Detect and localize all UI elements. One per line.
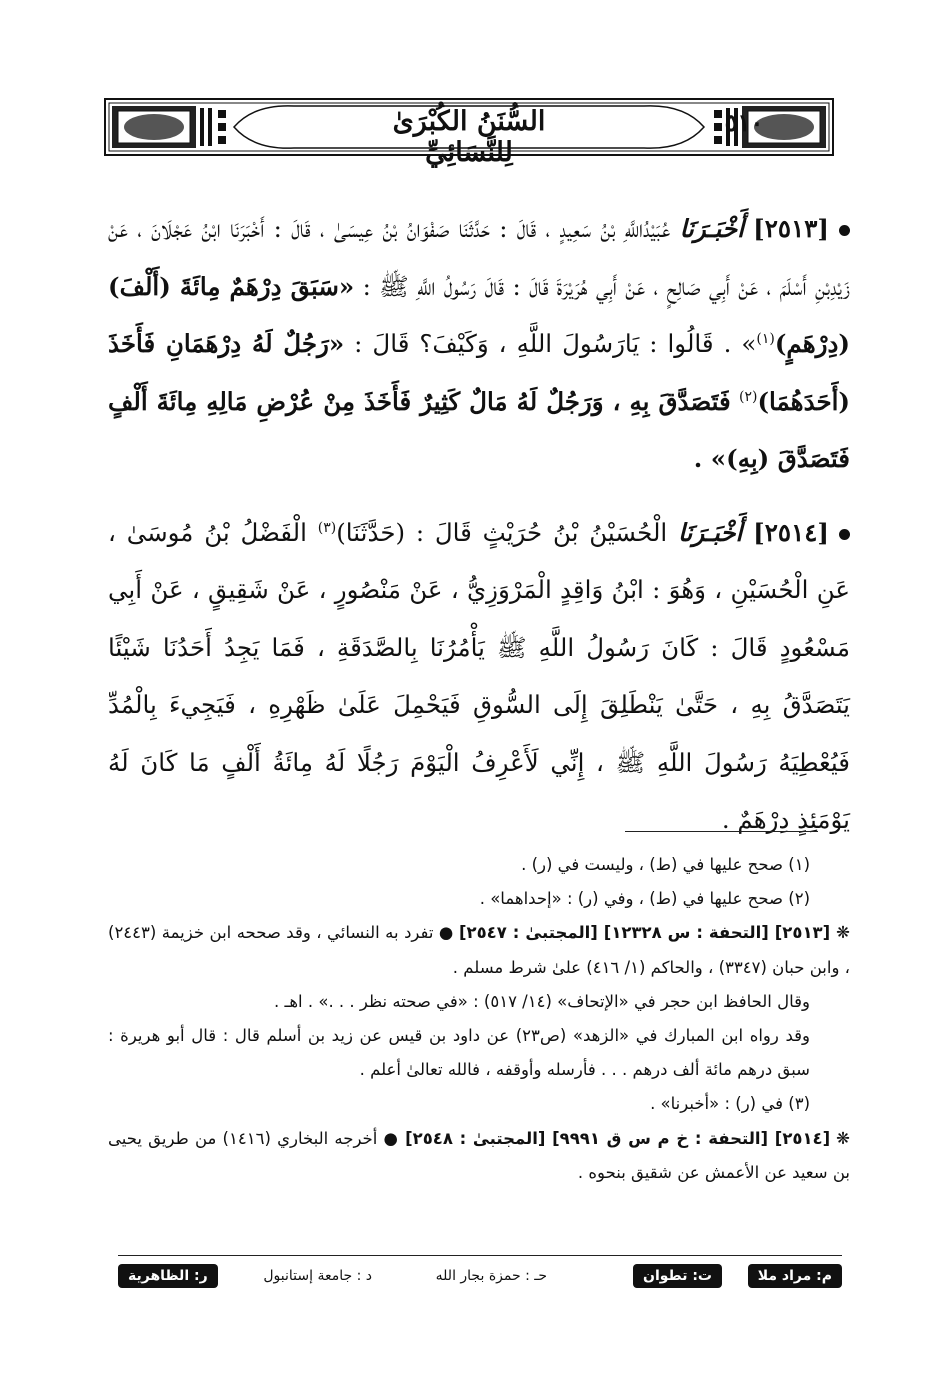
takhrij-2513	[108, 916, 850, 984]
bullet-icon	[839, 529, 850, 540]
takhrij-note-ibn-hajar: وقال الحافظ ابن حجر في «الإتحاف» (١٤/ ٥١٧) : «في صحته نظر . . .» . اهـ .	[274, 991, 810, 1011]
page-header	[104, 96, 834, 168]
footnote-ref: (٢)	[738, 388, 758, 405]
bullet-icon: ●	[383, 1128, 399, 1148]
footer-divider	[118, 1255, 842, 1256]
isnad-text: الْحُسَيْنُ بْنُ حُرَيْثٍ قَالَ : (حَدَّثَنَا)	[336, 517, 668, 547]
manuscript-legend	[118, 1262, 842, 1292]
manuscript-d-label: د : جامعة إستانبول	[263, 1268, 372, 1284]
takhrij-ref: [٢٥١٣] [التحفة : س ١٢٣٢٨] [المجتبىٰ : ٢٥٤٧]	[458, 923, 831, 943]
takhrij-text: تفرد به النسائي ، وقد صححه ابن خزيمة (٢٤٤٣) ، وابن حبان (٣٣٤٧) ، والحاكم (١/ ٤١٦) علىٰ شرط مسلم .	[108, 923, 850, 977]
akhbarana: أَخْبَـرَنَا	[678, 517, 743, 547]
manuscript-t-tag: ت: تطوان	[633, 1264, 722, 1288]
manuscript-m-tag: م: مراد ملا	[748, 1264, 842, 1288]
manuscript-h-label: حـ : حمزة بجار الله	[435, 1268, 547, 1284]
star-icon: ❋	[836, 1128, 850, 1148]
takhrij-ref: [٢٥١٤] [التحفة : خ م س ق ٩٩٩١] [المجتبىٰ : ٢٥٤٨]	[405, 1128, 831, 1148]
hadith-number: [٢٥١٤]	[753, 517, 829, 547]
manuscript-r-tag: ر: الظاهرية	[118, 1264, 218, 1288]
footnotes	[108, 848, 850, 1190]
quote-part-2: «رَجُلٌ لَهُ دِرْهَمَانِ فَأَخَذَ (أَحَدَهُمَا)	[108, 329, 850, 416]
footnote-3: (٣) في (ر) : «أخبرنا» .	[650, 1094, 810, 1114]
takhrij-text: أخرجه البخاري (١٤١٦) من طريق يحيى بن سعيد عن الأعمش عن شقيق بنحوه .	[108, 1128, 850, 1182]
main-text	[108, 200, 850, 865]
akhbarana: أَخْبَـرَنَا	[679, 214, 744, 243]
footnote-ref: (٣)	[317, 519, 337, 536]
bullet-icon: ●	[438, 923, 454, 943]
hadith-number: [٢٥١٣]	[753, 214, 829, 243]
continuation: » . قَالُوا : يَارَسُولَ اللَّهِ ، وَكَيْفَ؟ قَالَ :	[354, 329, 757, 358]
book-title: السُّنَنُ الكُبْرَىٰ لِلنَّسَائِيِّ	[392, 106, 546, 168]
quote-part-3: فَتَصَدَّقَ بِهِ ، وَرَجُلٌ لَهُ مَالٌ كَثِيرٌ فَأَخَذَ مِنْ عُرْضِ مَالِهِ مِائَةَ أَلْفٍ فَتَصَدَّقَ (بِهِ)» .	[108, 386, 850, 473]
isnad-text: عُبَيْدُاللَّهِ بْنُ سَعِيدٍ ، قَالَ : حَدَّثَنَا صَفْوَانُ بْنُ عِيسَىٰ ، قَالَ : أَخْبَرَنَا ابْنُ عَجْلَانَ ، عَنْ زَيْدِبْنِ أَسْلَمَ ، عَنْ أَبِي صَالِحٍ ، عَنْ أَبِي هُرَيْرَةَ قَالَ : قَالَ رَسُولُ اللَّهِ ﷺ :	[108, 214, 850, 301]
takhrij-2514	[108, 1122, 850, 1190]
matn-text: الْفَضْلُ بْنُ مُوسَىٰ ، عَنِ الْحُسَيْنِ ، وَهُوَ : ابْنُ وَاقِدٍ الْمَرْوَزِيُّ ، عَنْ مَنْصُورٍ ، عَنْ شَقِيقٍ ، عَنْ أَبِي مَسْعُودٍ قَالَ : كَانَ رَسُولُ اللَّهِ ﷺ يَأْمُرُنَا بِالصَّدَقَةِ ، فَمَا يَجِدُ أَحَدُنَا شَيْئًا يَتَصَدَّقُ بِهِ ، حَتَّىٰ يَنْطَلِقَ إِلَى السُّوقِ فَيَحْمِلَ عَلَىٰ ظَهْرِهِ ، فَيَجِيءَ بِالْمُدِّ فَيُعْطِيَهُ رَسُولَ اللَّهِ ﷺ ، إِنِّي لَأَعْرِفُ الْيَوْمَ رَجُلًا لَهُ مِائَةُ أَلْفٍ مَا كَانَ لَهُ يَوْمَئِذٍ دِرْهَمٌ .	[108, 517, 850, 834]
takhrij-note-zuhd: وقد رواه ابن المبارك في «الزهد» (ص٢٣) عن داود بن قيس عن زيد بن أسلم قال : قال أبو هريرة : سبق درهم مائة ألف درهم . . . فأرسله وأوقفه ، فالله تعالىٰ أعلم .	[108, 1026, 810, 1080]
footnote-divider	[625, 831, 818, 832]
star-icon: ❋	[836, 923, 850, 943]
quote-part-1: «سَبَقَ دِرْهَمٌ مِائَةَ (أَلْفَ) (دِرْهَمٍ)	[108, 271, 850, 358]
page-number: ٥١٠	[724, 108, 764, 137]
footnote-2: (٢) صحح عليها في (ط) ، وفي (ر) : «إحداهما» .	[479, 889, 810, 909]
hadith-2513	[108, 200, 850, 488]
bullet-icon	[839, 225, 850, 236]
hadith-2514	[108, 504, 850, 849]
footnote-ref: (١)	[756, 330, 775, 347]
footnote-1: (١) صحح عليها في (ط) ، وليست في (ر) .	[521, 855, 810, 874]
